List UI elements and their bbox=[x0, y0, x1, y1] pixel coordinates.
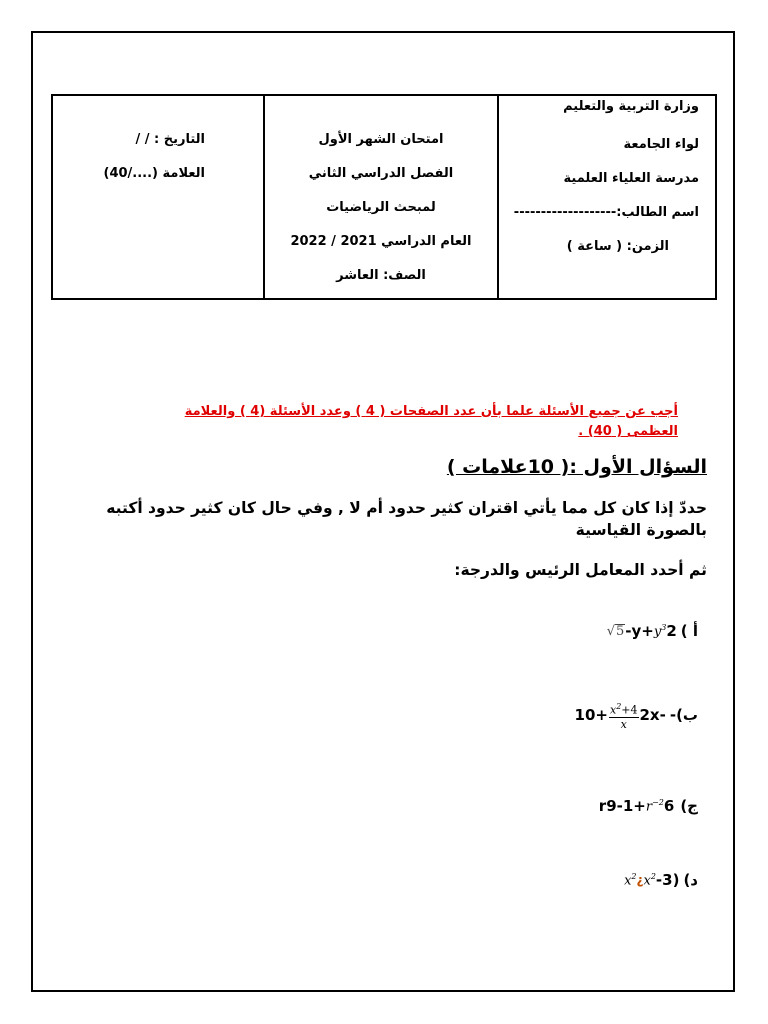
item-d-power2: $x^2$ bbox=[643, 871, 656, 889]
item-c-part1: 6 bbox=[663, 797, 675, 815]
item-b-part2: 10+ bbox=[574, 706, 608, 725]
question-title: السؤال الأول :( 10علامات ) bbox=[446, 456, 707, 478]
question-item-c bbox=[599, 797, 698, 815]
directorate-name: لواء الجامعة bbox=[623, 137, 699, 152]
item-b-part1: 2x- bbox=[639, 706, 666, 725]
item-a-part1: 2 bbox=[666, 622, 677, 640]
item-a-part2: -y+ bbox=[625, 622, 654, 640]
exam-date: التاريخ : / / bbox=[135, 132, 205, 147]
item-b-label: ب)- bbox=[669, 706, 698, 725]
exam-instructions: أجب عن جميع الأسئلة علما بأن عدد الصفحات ( 4 ) وعدد الأسئلة (4 ) والعلامة العظمى ( 40) . bbox=[184, 404, 678, 439]
item-c-power: $r^{-2}$ bbox=[645, 797, 664, 815]
question-item-d bbox=[624, 871, 698, 889]
student-name-field: اسم الطالب:------------------- bbox=[513, 205, 699, 220]
grade-level: الصف: العاشر bbox=[336, 268, 426, 283]
item-a-label: أ ) bbox=[680, 622, 698, 640]
total-mark: العلامة (..../40) bbox=[103, 166, 205, 181]
sqrt-term: √ 5 bbox=[606, 623, 625, 639]
semester: الفصل الدراسي الثاني bbox=[308, 166, 454, 181]
item-c-label: ج) bbox=[680, 797, 698, 815]
item-d-part1: (3- bbox=[655, 871, 680, 889]
question-item-b bbox=[575, 700, 698, 731]
subject: لمبحث الرياضيات bbox=[326, 200, 436, 215]
exam-time: الزمن: ( ساعة ) bbox=[566, 239, 669, 254]
question-subtext: ثم أحدد المعامل الرئيس والدرجة: bbox=[454, 561, 707, 579]
question-item-a bbox=[607, 622, 698, 640]
item-a-power: $y^3$ bbox=[653, 622, 667, 640]
header-exam-info bbox=[263, 96, 497, 298]
item-c-part2: +1-9r bbox=[598, 797, 646, 815]
item-d-symbol: ¿ bbox=[636, 873, 644, 887]
item-d-power1: $x^2$ bbox=[624, 871, 637, 889]
header-school-info bbox=[497, 96, 715, 298]
exam-title: امتحان الشهر الأول bbox=[318, 132, 444, 147]
academic-year: العام الدراسي 2021 / 2022 bbox=[290, 234, 472, 249]
school-name: مدرسة العلياء العلمية bbox=[563, 171, 699, 186]
ministry-name: وزارة التربية والتعليم bbox=[563, 99, 699, 114]
question-text: حددّ إذا كان كل مما يأتي اقتران كثير حدود أم لا , وفي حال كان كثير حدود أكتبه بالصورة القياسية bbox=[106, 499, 707, 539]
header-table bbox=[51, 94, 717, 300]
item-d-label: د) bbox=[683, 871, 698, 889]
fraction: $\frac{x^2+4}{x}$ bbox=[609, 702, 638, 731]
header-date-mark bbox=[53, 96, 263, 298]
